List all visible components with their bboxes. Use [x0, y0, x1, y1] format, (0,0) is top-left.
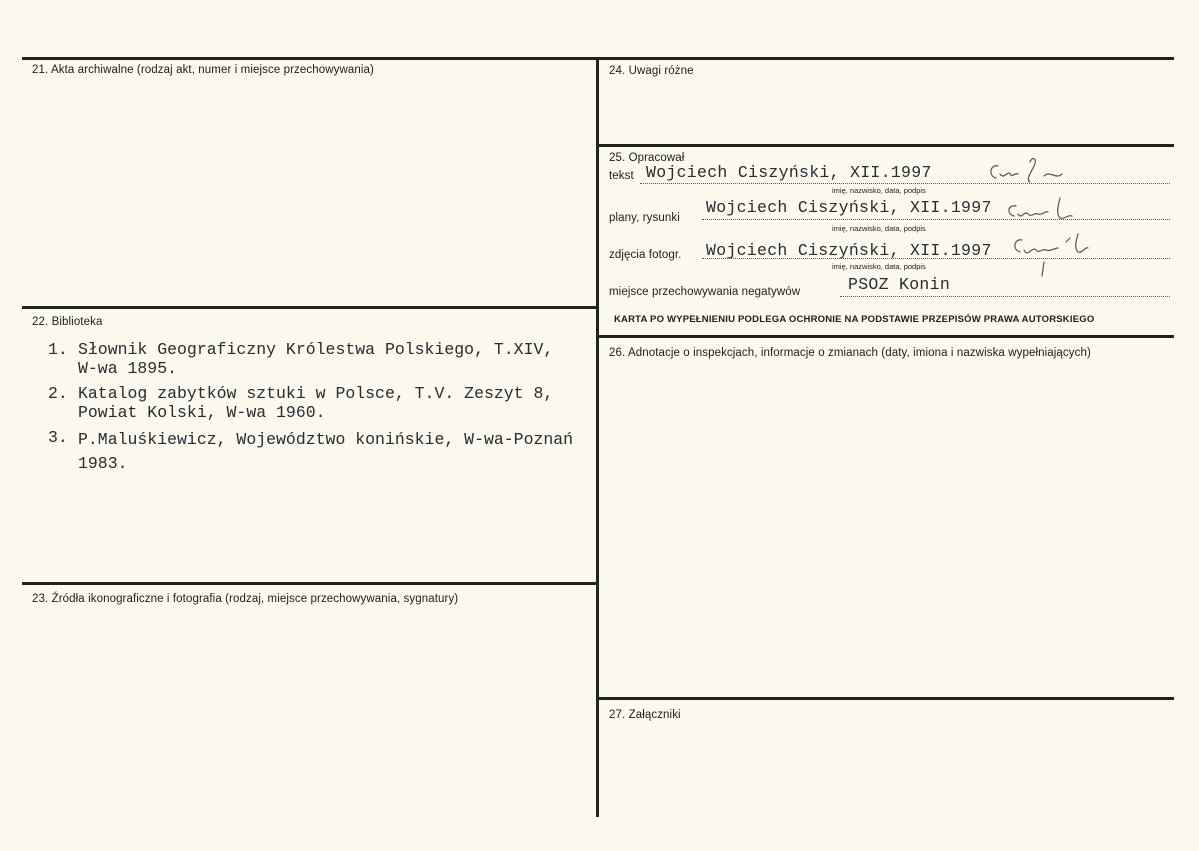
divider-24-25	[598, 144, 1174, 147]
section-27-title: 27. Załączniki	[609, 709, 681, 721]
bib-text: P.Maluśkiewicz, Województwo konińskie, W-wa-Poznań 1983.	[78, 430, 574, 473]
negatywy-label: miejsce przechowywania negatywów	[609, 286, 801, 298]
zdjecia-label: zdjęcia fotogr.	[609, 249, 682, 261]
copyright-notice: KARTA PO WYPEŁNIENIU PODLEGA OCHRONIE NA PODSTAWIE PRZEPISÓW PRAWA AUTORSKIEGO	[614, 314, 1095, 325]
section-26-title: 26. Adnotacje o inspekcjach, informacje o zmianach (daty, imiona i nazwiska wypełniających)	[609, 347, 1091, 359]
bib-number: 3.	[48, 428, 68, 447]
signature-1	[984, 156, 1074, 188]
divider-25-26	[598, 335, 1174, 338]
divider-26-27	[598, 697, 1174, 700]
plany-caption: imię, nazwisko, data, podpis	[832, 224, 926, 233]
bibliography-list	[48, 340, 588, 482]
tekst-caption: imię, nazwisko, data, podpis	[832, 186, 926, 195]
bib-text: Słownik Geograficzny Królestwa Polskiego, T.XIV, W-wa 1895.	[78, 340, 554, 378]
list-item	[48, 384, 588, 422]
section-21-title: 21. Akta archiwalne (rodzaj akt, numer i miejsce przechowywania)	[32, 64, 374, 76]
zdjecia-dotline	[702, 258, 1170, 259]
bib-number: 2.	[48, 384, 68, 403]
zdjecia-caption: imię, nazwisko, data, podpis	[832, 262, 926, 271]
tekst-value: Wojciech Ciszyński, XII.1997	[646, 163, 932, 182]
plany-value: Wojciech Ciszyński, XII.1997	[706, 198, 992, 217]
section-22-title: 22. Biblioteka	[32, 316, 103, 328]
plany-label: plany, rysunki	[609, 212, 680, 224]
signature-2	[1000, 194, 1080, 228]
plany-dotline	[702, 219, 1170, 220]
section-25-title: 25. Opracował	[609, 152, 685, 164]
negatywy-dotline	[840, 296, 1170, 297]
list-item	[48, 428, 588, 476]
tekst-label: tekst	[609, 170, 634, 182]
section-24-title: 24. Uwagi różne	[609, 65, 694, 77]
zdjecia-value: Wojciech Ciszyński, XII.1997	[706, 241, 992, 260]
divider-21-22	[22, 306, 598, 309]
list-item	[48, 340, 588, 378]
bib-text: Katalog zabytków sztuki w Polsce, T.V. Zeszyt 8, Powiat Kolski, W-wa 1960.	[78, 384, 554, 422]
divider-22-23	[22, 582, 598, 585]
section-23-title: 23. Źródła ikonograficzne i fotografia (rodzaj, miejsce przechowywania, sygnatury)	[32, 593, 459, 605]
center-divider	[596, 57, 599, 817]
tekst-dotline	[640, 183, 1170, 184]
bib-number: 1.	[48, 340, 68, 359]
negatywy-value: PSOZ Konin	[848, 275, 951, 294]
signature-3	[1008, 232, 1098, 282]
